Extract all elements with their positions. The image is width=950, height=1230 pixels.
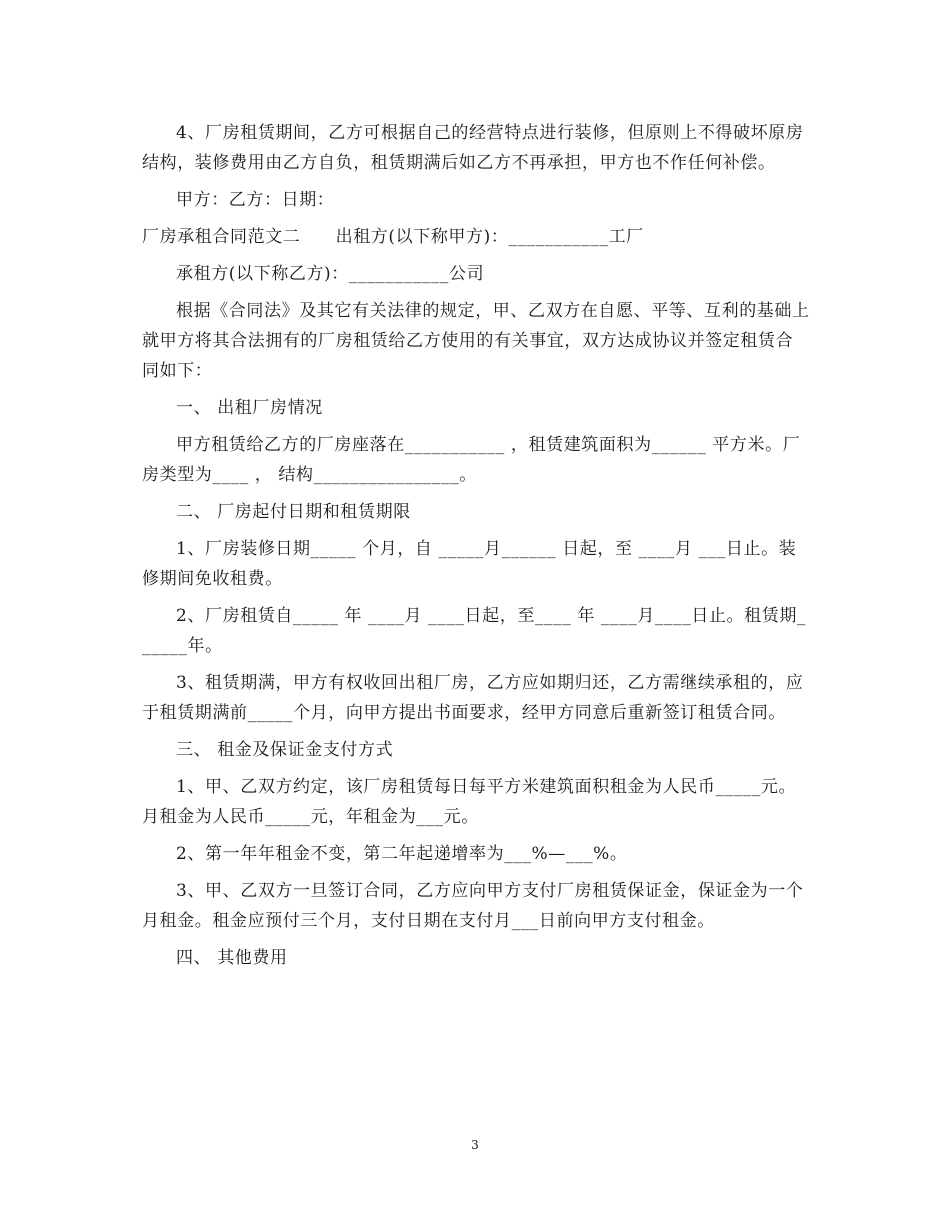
lessee-line: 承租方(以下称乙方)：___________公司	[176, 264, 485, 284]
clause-rent-amount: 1、甲、乙双方约定，该厂房租赁每日每平方米建筑面积租金为人民币_____元。月租金为人民币_____元，年租金为___元。	[142, 777, 797, 827]
clause-renovation-period: 1、厂房装修日期_____ 个月，自 _____月______ 日起，至 ____月 ___日止。装修期间免收租费。	[142, 539, 797, 589]
section-heading-1: 一、 出租厂房情况	[176, 398, 323, 418]
section-heading-3: 三、 租金及保证金支付方式	[176, 740, 394, 760]
document-body	[142, 118, 810, 980]
clause-rent-increase: 2、第一年年租金不变，第二年起递增率为___%—___%。	[176, 844, 628, 864]
clause-4-renovation: 4、厂房租赁期间，乙方可根据自己的经营特点进行装修，但原则上不得破坏原房结构，装修费用由乙方自负，租赁期满后如乙方不再承担，甲方也不作任何补偿。	[142, 123, 804, 173]
section-heading-2: 二、 厂房起付日期和租赁期限	[176, 502, 411, 522]
preamble: 根据《合同法》及其它有关法律的规定，甲、乙双方在自愿、平等、互利的基础上就甲方将其合法拥有的厂房租赁给乙方使用的有关事宜，双方达成协议并签定租赁合同如下：	[142, 301, 810, 381]
page-number: 3	[471, 1138, 479, 1152]
factory-location: 甲方租赁给乙方的厂房座落在___________ ，租赁建筑面积为______ 平方米。厂房类型为____ ， 结构________________。	[142, 435, 801, 485]
contract-title-lessor: 厂房承租合同范文二 出租方(以下称甲方)：___________工厂	[142, 227, 644, 247]
clause-lease-expiry: 3、租赁期满，甲方有权收回出租厂房，乙方应如期归还，乙方需继续承租的，应于租赁期满前_____个月，向甲方提出书面要求，经甲方同意后重新签订租赁合同。	[142, 673, 804, 723]
signature-line: 甲方：乙方：日期：	[176, 190, 335, 210]
clause-deposit: 3、甲、乙双方一旦签订合同，乙方应向甲方支付厂房租赁保证金，保证金为一个月租金。租金应预付三个月，支付日期在支付月___日前向甲方支付租金。	[142, 881, 804, 931]
clause-lease-term: 2、厂房租赁自_____ 年 ____月 ____日起，至____ 年 ____月____日止。租赁期______年。	[142, 606, 807, 656]
section-heading-4: 四、 其他费用	[176, 948, 288, 968]
